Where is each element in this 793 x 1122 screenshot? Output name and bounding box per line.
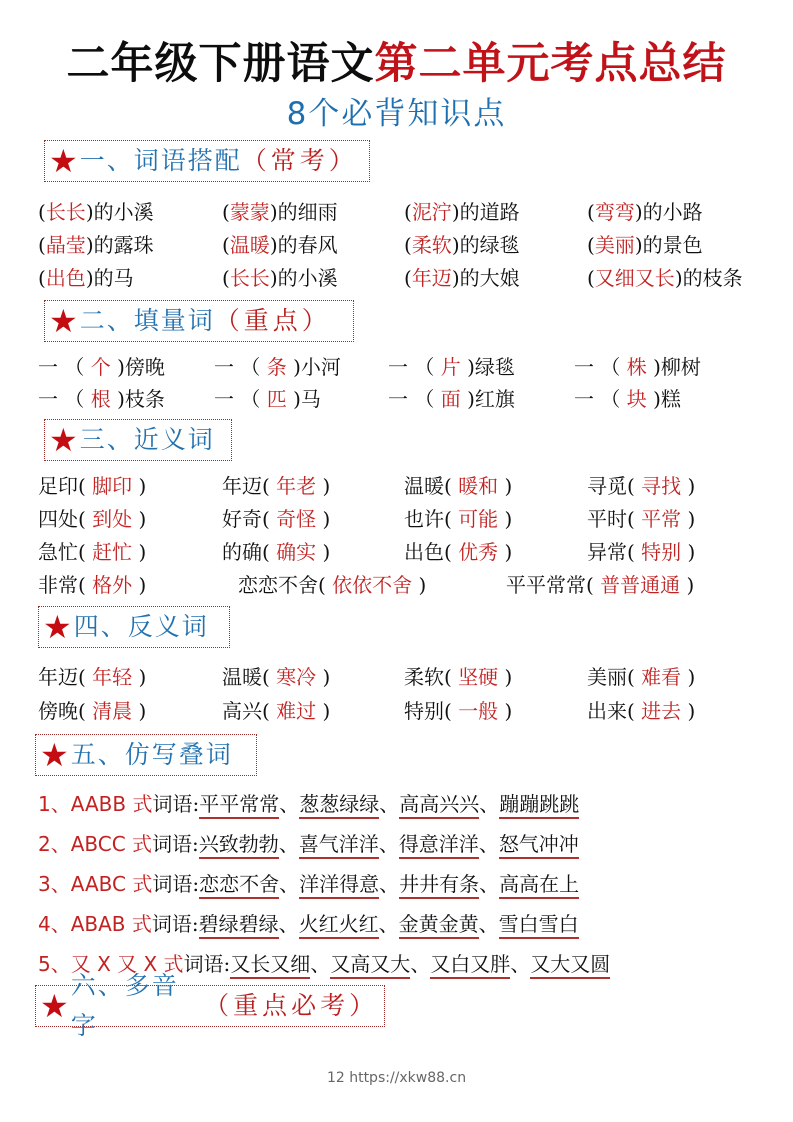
suffix-text: ) [681,507,696,531]
suffix-text: ) [498,665,513,689]
answer-text: 株 [626,355,647,379]
prompt-text: ( [38,233,46,257]
suffix-text: )的小溪 [85,200,154,224]
prompt-text: 美丽( [587,665,642,689]
item [506,569,694,601]
suffix-text: ) [132,665,147,689]
item [38,351,165,383]
answer-text: 特别 [641,540,682,564]
item [404,470,512,502]
section-note: （重点） [214,306,331,335]
suffix-text: )的小溪 [269,266,338,290]
answer-text: 寒冷 [276,665,317,689]
suffix-text: ) [681,699,696,723]
prompt-text: ( [404,266,412,290]
answer-text: 难过 [276,699,317,723]
item [38,383,165,415]
item [574,351,701,383]
answer-text: 依依不舍 [332,573,413,597]
prompt-text: 特别( [404,699,459,723]
prompt-text: 恋恋不舍( [238,573,333,597]
pattern-suffix: 词语: [152,872,200,896]
example-word: 平平常常 [199,792,279,819]
item [38,569,146,601]
answer-text: 年老 [276,474,317,498]
suffix-text: )的细雨 [269,200,338,224]
prompt-text: ( [587,233,595,257]
separator: 、 [378,912,399,936]
suffix-text: )的露珠 [85,233,154,257]
answer-text: 美丽 [594,233,635,257]
prompt-text: ( [222,233,230,257]
example-word: 井井有条 [399,872,479,899]
prompt-text: ( [38,200,46,224]
answer-text: 难看 [641,665,682,689]
item [587,196,703,228]
answer-text: 平常 [641,507,682,531]
prompt-text: 好奇( [222,507,277,531]
star-icon: ★ [49,302,78,340]
prompt-text: ( [222,200,230,224]
suffix-text: )傍晚 [110,355,165,379]
suffix-text: )柳树 [646,355,701,379]
suffix-text: )的大娘 [451,266,520,290]
prompt-text: 异常( [587,540,642,564]
pattern-suffix: 词语: [151,912,199,936]
section-note: （重点必考） [204,991,379,1020]
suffix-text: ) [498,507,513,531]
item [38,470,146,502]
section-title: 五、仿写叠词 [70,740,233,769]
prompt-text: 的确( [222,540,277,564]
prompt-text: 年迈( [222,474,277,498]
prompt-text: 温暖( [404,474,459,498]
page-footer: 12 https://xkw88.cn [326,1070,467,1086]
answer-text: 条 [266,355,287,379]
page-title [0,36,793,92]
separator: 、 [279,872,300,896]
separator: 、 [379,792,400,816]
answer-text: 到处 [92,507,133,531]
suffix-text: )的道路 [451,200,520,224]
suffix-text: ) [498,699,513,723]
pattern-suffix: 词语: [152,792,200,816]
answer-text: 赶忙 [92,540,133,564]
pattern-label: 2、ABCC 式 [38,832,153,856]
item [222,661,330,693]
item [38,503,146,535]
prompt-text: 一 （ [214,387,267,411]
answer-text: 进去 [641,699,682,723]
suffix-text: ) [316,540,331,564]
example-word: 又白又胖 [430,952,510,979]
suffix-text: ) [132,573,147,597]
prompt-text: ( [404,200,412,224]
item [587,695,695,727]
answer-text: 坚硬 [458,665,499,689]
example-word: 蹦蹦跳跳 [499,792,579,819]
item [587,503,695,535]
prompt-text: 柔软( [404,665,459,689]
separator: 、 [510,952,531,976]
suffix-text: ) [680,573,695,597]
item [222,695,330,727]
example-word: 喜气洋洋 [299,832,379,859]
item [587,229,703,261]
answer-text: 柔软 [411,233,452,257]
prompt-text: 一 （ [38,355,91,379]
answer-text: 根 [90,387,111,411]
suffix-text: )马 [286,387,321,411]
page-subtitle: 8个必背知识点 [286,96,507,132]
separator: 、 [278,912,299,936]
prompt-text: ( [38,266,46,290]
answer-text: 清晨 [92,699,133,723]
example-word: 火红火红 [299,912,379,939]
item [587,536,695,568]
prompt-text: 也许( [404,507,459,531]
suffix-text: ) [412,573,427,597]
item [222,262,338,294]
example-word: 高高在上 [499,872,579,899]
answer-text: 蒙蒙 [229,200,270,224]
answer-text: 温暖 [229,233,270,257]
suffix-text: ) [316,507,331,531]
suffix-text: )枝条 [110,387,165,411]
pattern-label: 5、又 X 又 X 式 [38,952,184,976]
item [238,569,426,601]
pattern-row [38,866,579,902]
item [38,695,146,727]
item [38,229,154,261]
suffix-text: )的马 [85,266,134,290]
pattern-label: 4、ABAB 式 [38,912,152,936]
suffix-text: ) [498,474,513,498]
pattern-row [38,786,579,822]
example-word: 恋恋不舍 [199,872,279,899]
answer-text: 可能 [458,507,499,531]
suffix-text: )绿毯 [460,355,515,379]
item [404,229,520,261]
answer-text: 确实 [276,540,317,564]
section-title: 六、多音字 [70,971,179,1040]
item [222,196,338,228]
title-black-part: 二年级下册语文 [66,39,375,89]
prompt-text: 寻觅( [587,474,642,498]
prompt-text: 高兴( [222,699,277,723]
suffix-text: )的春风 [269,233,338,257]
answer-text: 长长 [229,266,270,290]
answer-text: 晶莹 [45,233,86,257]
star-icon: ★ [49,421,78,459]
suffix-text: ) [316,665,331,689]
example-word: 怒气冲冲 [499,832,579,859]
item [404,503,512,535]
prompt-text: 一 （ [388,387,441,411]
example-word: 又长又细 [230,952,310,979]
pattern-label: 3、AABC 式 [38,872,153,896]
item [404,262,520,294]
star-icon: ★ [40,736,69,774]
suffix-text: ) [316,699,331,723]
item [214,351,341,383]
star-icon: ★ [43,608,72,646]
suffix-text: ) [681,665,696,689]
item [404,196,520,228]
example-word: 葱葱绿绿 [299,792,379,819]
pattern-suffix: 词语: [152,832,199,856]
example-word: 得意洋洋 [399,832,479,859]
suffix-text: )糕 [646,387,681,411]
section-note: （常考） [241,146,358,175]
answer-text: 年迈 [411,266,452,290]
item [388,351,515,383]
prompt-text: 一 （ [38,387,91,411]
item [222,229,338,261]
example-word: 洋洋得意 [299,872,379,899]
separator: 、 [479,872,500,896]
example-word: 又高又大 [330,952,410,979]
section-heading-6 [35,971,385,1040]
prompt-text: 足印( [38,474,93,498]
suffix-text: )的小路 [634,200,703,224]
suffix-text: )红旗 [460,387,515,411]
prompt-text: 一 （ [388,355,441,379]
separator: 、 [278,832,299,856]
example-word: 金黄金黄 [399,912,479,939]
suffix-text: ) [681,474,696,498]
separator: 、 [410,952,431,976]
suffix-text: ) [132,507,147,531]
section-title: 一、词语搭配 [79,146,242,175]
prompt-text: 四处( [38,507,93,531]
answer-text: 个 [90,355,111,379]
prompt-text: 平时( [587,507,642,531]
answer-text: 弯弯 [594,200,635,224]
example-word: 雪白雪白 [499,912,579,939]
item [38,661,146,693]
separator: 、 [378,832,399,856]
pattern-suffix: 词语: [183,952,231,976]
prompt-text: 出来( [587,699,642,723]
suffix-text: ) [132,699,147,723]
answer-text: 匹 [266,387,287,411]
pattern-row [38,826,579,862]
prompt-text: 温暖( [222,665,277,689]
item [587,262,743,294]
answer-text: 长长 [45,200,86,224]
prompt-text: ( [404,233,412,257]
suffix-text: )的枝条 [674,266,743,290]
item [222,470,330,502]
answer-text: 年轻 [92,665,133,689]
item [404,661,512,693]
prompt-text: 一 （ [574,355,627,379]
separator: 、 [279,792,300,816]
item [404,536,512,568]
separator: 、 [379,872,400,896]
star-icon: ★ [40,987,69,1025]
prompt-text: 年迈( [38,665,93,689]
prompt-text: 一 （ [574,387,627,411]
star-icon: ★ [49,142,78,180]
answer-text: 一般 [458,699,499,723]
answer-text: 面 [440,387,461,411]
section-heading-3 [44,419,232,461]
answer-text: 格外 [92,573,133,597]
example-word: 又大又圆 [530,952,610,979]
section-title: 三、近义词 [79,425,215,454]
item [214,383,321,415]
answer-text: 块 [626,387,647,411]
example-word: 碧绿碧绿 [199,912,279,939]
answer-text: 泥泞 [411,200,452,224]
prompt-text: 傍晚( [38,699,93,723]
prompt-text: ( [587,200,595,224]
answer-text: 又细又长 [594,266,675,290]
section-title: 二、填量词 [79,306,215,335]
answer-text: 出色 [45,266,86,290]
separator: 、 [478,832,499,856]
prompt-text: 急忙( [38,540,93,564]
answer-text: 寻找 [641,474,682,498]
suffix-text: )的景色 [634,233,703,257]
prompt-text: 出色( [404,540,459,564]
pattern-label: 1、AABB 式 [38,792,153,816]
prompt-text: ( [587,266,595,290]
prompt-text: 一 （ [214,355,267,379]
item [222,536,330,568]
item [38,196,154,228]
suffix-text: ) [681,540,696,564]
pattern-row [38,906,579,942]
prompt-text: ( [222,266,230,290]
suffix-text: )的绿毯 [451,233,520,257]
prompt-text: 非常( [38,573,93,597]
suffix-text: ) [132,474,147,498]
answer-text: 普普通通 [600,573,681,597]
suffix-text: ) [316,474,331,498]
suffix-text: ) [498,540,513,564]
item [388,383,515,415]
title-red-part: 第二单元考点总结 [374,39,727,89]
item [574,383,681,415]
item [587,470,695,502]
example-word: 兴致勃勃 [199,832,279,859]
example-word: 高高兴兴 [399,792,479,819]
section-title: 四、反义词 [73,612,209,641]
item [38,262,134,294]
item [587,661,695,693]
section-heading-5 [35,734,257,776]
section-heading-4 [38,606,230,648]
separator: 、 [310,952,331,976]
item [38,536,146,568]
separator: 、 [479,792,500,816]
answer-text: 片 [440,355,461,379]
prompt-text: 平平常常( [506,573,601,597]
answer-text: 暖和 [458,474,499,498]
item [404,695,512,727]
suffix-text: )小河 [286,355,341,379]
answer-text: 优秀 [458,540,499,564]
section-heading-2 [44,300,354,342]
answer-text: 脚印 [92,474,133,498]
answer-text: 奇怪 [276,507,317,531]
section-heading-1 [44,140,370,182]
separator: 、 [478,912,499,936]
suffix-text: ) [132,540,147,564]
item [222,503,330,535]
